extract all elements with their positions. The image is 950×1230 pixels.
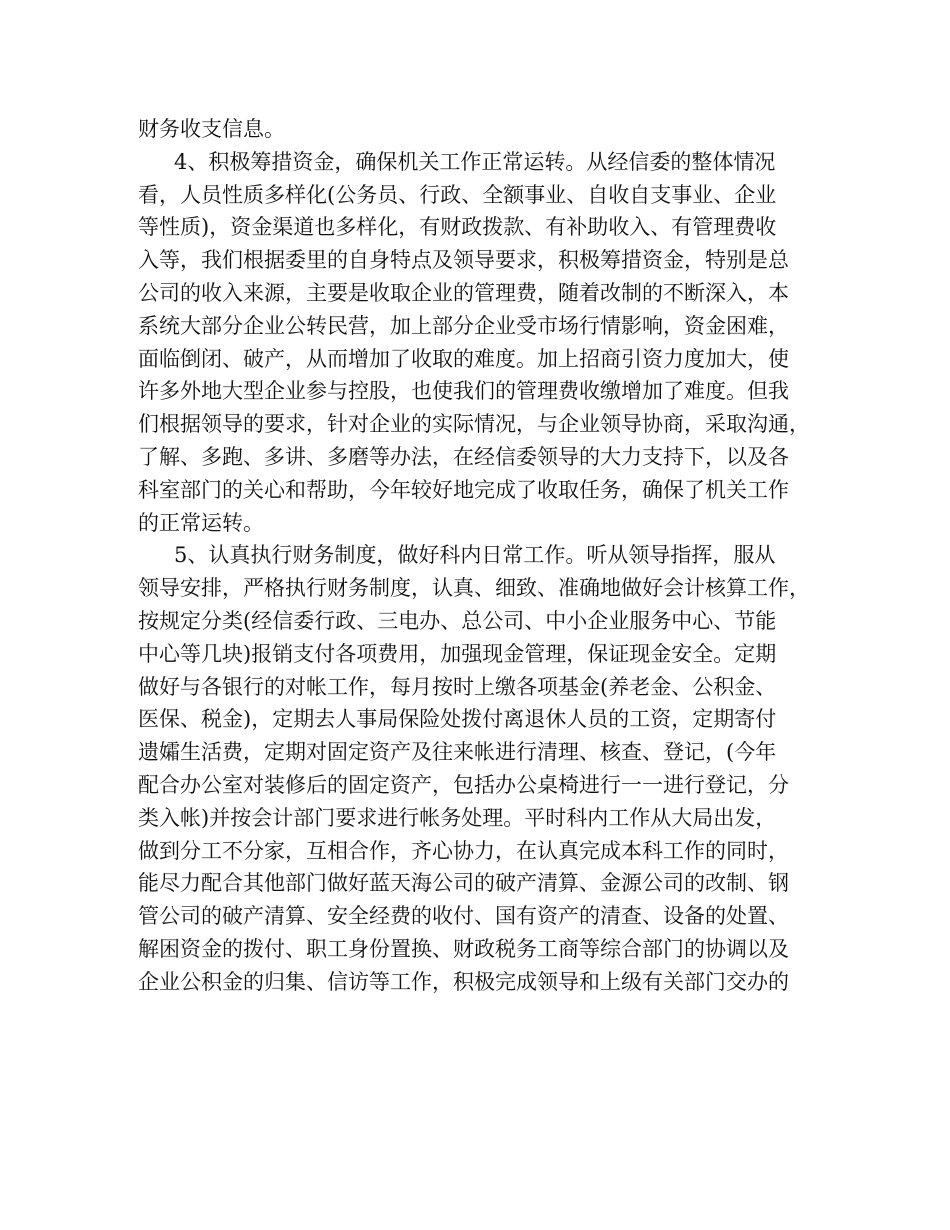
text-line: 解困资金的拨付、职工身份置换、财政税务工商等综合部门的协调以及 (138, 936, 789, 961)
paragraph-start-line: 4、积极筹措资金，确保机关工作正常运转。从经信委的整体情况 (174, 149, 776, 174)
text-line: 能尽力配合其他部门做好蓝天海公司的破产清算、金源公司的改制、钢 (138, 871, 789, 896)
text-line: 看，人员性质多样化(公务员、行政、全额事业、自收自支事业、企业 (138, 182, 777, 207)
text-line: 的正常运转。 (138, 510, 264, 535)
paragraph-start-line: 5、认真执行财务制度，做好科内日常工作。听从领导指挥，服从 (174, 543, 776, 568)
text-line: 系统大部分企业公转民营，加上部分企业受市场行情影响，资金困难， (138, 313, 789, 338)
text-line: 类入帐)并按会计部门要求进行帐务处理。平时科内工作从大局出发， (138, 805, 777, 830)
text-line: 等性质)，资金渠道也多样化，有财政拨款、有补助收入、有管理费收 (138, 215, 777, 240)
text-line: 领导安排，严格执行财务制度，认真、细致、准确地做好会计核算工作， (138, 576, 810, 601)
text-line: 入等，我们根据委里的自身特点及领导要求，积极筹措资金，特别是总 (138, 248, 789, 273)
body-text (138, 113, 828, 999)
text-line: 配合办公室对装修后的固定资产，包括办公桌椅进行一一进行登记，分 (138, 772, 789, 797)
text-line: 做好与各银行的对帐工作，每月按时上缴各项基金(养老金、公积金、 (138, 674, 777, 699)
text-line: 中心等几块)报销支付各项费用，加强现金管理，保证现金安全。定期 (138, 641, 777, 666)
text-line: 遗孀生活费，定期对固定资产及往来帐进行清理、核查、登记，(今年 (138, 740, 777, 765)
text-line: 按规定分类(经信委行政、三电办、总公司、中小企业服务中心、节能 (138, 608, 777, 633)
text-line: 面临倒闭、破产，从而增加了收取的难度。加上招商引资力度加大，使 (138, 346, 789, 371)
text-line: 管公司的破产清算、安全经费的收付、国有资产的清查、设备的处置、 (138, 904, 789, 929)
text-line: 财务收支信息。 (138, 117, 285, 141)
text-line: 许多外地大型企业参与控股，也使我们的管理费收缴增加了难度。但我 (138, 379, 789, 404)
text-line: 企业公积金的归集、信访等工作，积极完成领导和上级有关部门交办的 (138, 969, 789, 994)
text-line: 做到分工不分家，互相合作，齐心协力，在认真完成本科工作的同时， (138, 838, 789, 863)
text-line: 了解、多跑、多讲、多磨等办法，在经信委领导的大力支持下，以及各 (138, 444, 789, 469)
text-line: 公司的收入来源，主要是收取企业的管理费，随着改制的不断深入，本 (138, 280, 789, 305)
text-line: 科室部门的关心和帮助，今年较好地完成了收取任务，确保了机关工作 (138, 477, 789, 502)
text-line: 医保、税金)，定期去人事局保险处拨付离退休人员的工资，定期寄付 (138, 707, 777, 732)
text-line: 们根据领导的要求，针对企业的实际情况，与企业领导协商，采取沟通， (138, 412, 810, 437)
